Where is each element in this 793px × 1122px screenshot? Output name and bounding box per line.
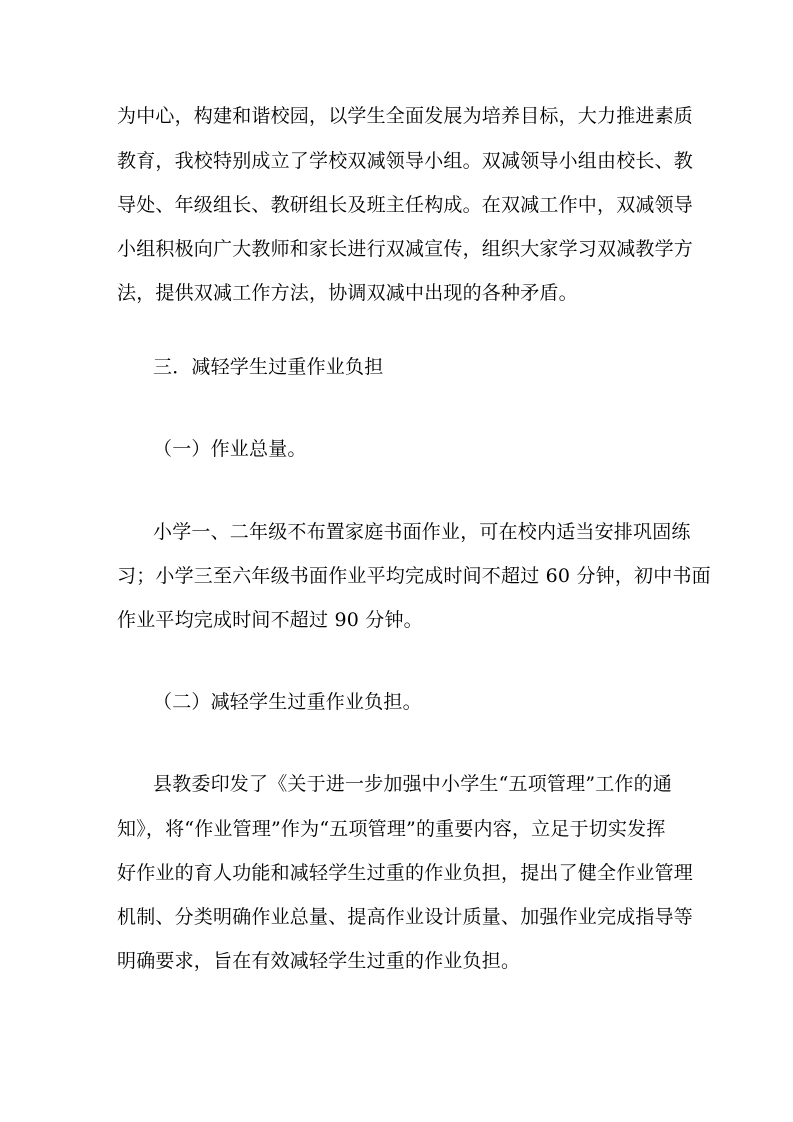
section-heading: 三．减轻学生过重作业负担: [153, 356, 384, 378]
paragraph-line: 好作业的育人功能和减轻学生过重的作业负担，提出了健全作业管理: [117, 862, 694, 884]
paragraph-line: 县教委印发了《关于进一步加强中小学生“五项管理”工作的通: [153, 773, 673, 795]
paragraph-line: 知》，将“作业管理”作为“五项管理”的重要内容，立足于切实发挥: [117, 818, 666, 840]
paragraph-line: 机制、分类明确作业总量、提高作业设计质量、加强作业完成指导等: [117, 906, 694, 928]
paragraph-line: 教育，我校特别成立了学校双减领导小组。双减领导小组由校长、教: [117, 150, 694, 172]
paragraph-line: 小学一、二年级不布置家庭书面作业，可在校内适当安排巩固练: [153, 521, 691, 543]
paragraph-line: 明确要求，旨在有效减轻学生过重的作业负担。: [117, 950, 521, 972]
subsection-heading-2: （二）减轻学生过重作业负担。: [153, 691, 422, 713]
paragraph-line: 作业平均完成时间不超过 90 分钟。: [117, 609, 423, 631]
paragraph-line: 习；小学三至六年级书面作业平均完成时间不超过 60 分钟，初中书面: [117, 565, 711, 587]
paragraph-line: 法，提供双减工作方法，协调双减中出现的各种矛盾。: [117, 282, 578, 304]
subsection-heading-1: （一）作业总量。: [153, 438, 307, 460]
paragraph-line: 导处、年级组长、教研组长及班主任构成。在双减工作中，双减领导: [117, 194, 694, 216]
paragraph-line: 为中心，构建和谐校园，以学生全面发展为培养目标，大力推进素质: [117, 105, 694, 127]
paragraph-line: 小组积极向广大教师和家长进行双减宣传，组织大家学习双减教学方: [117, 238, 694, 260]
